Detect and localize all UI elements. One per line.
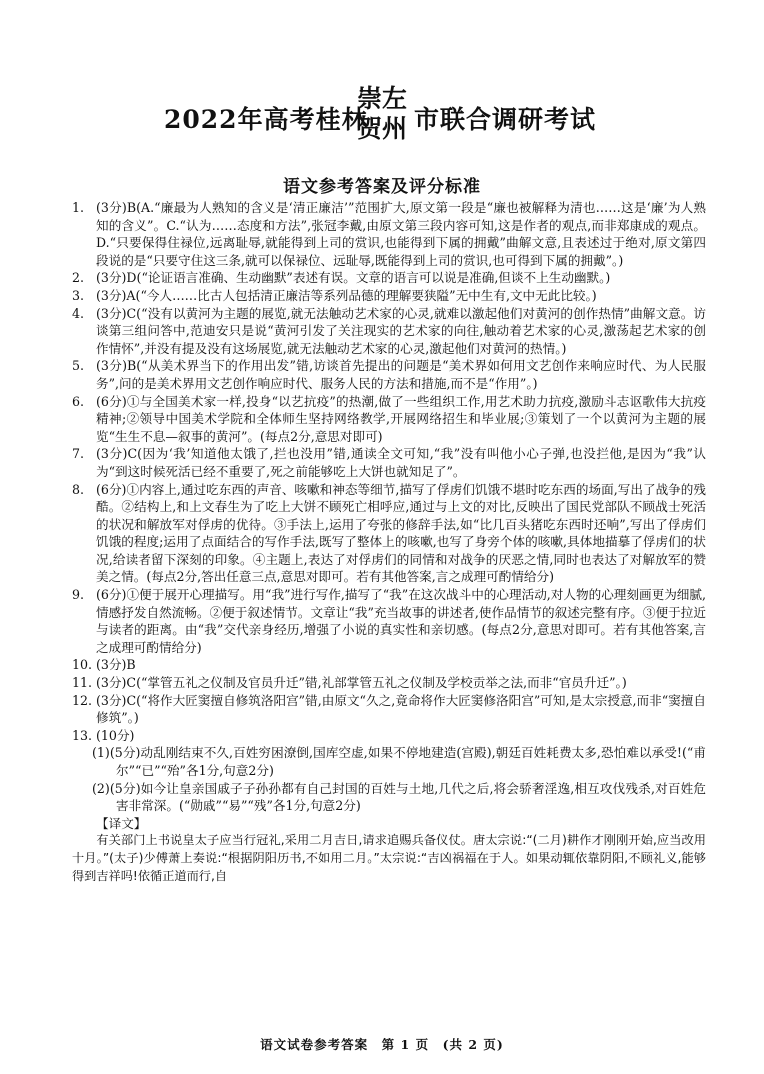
answer-text: (3分)B(A.“廉最为人熟知的含义是‘清正廉洁’”范围扩大,原文第一段是“廉也被解释为清也……这是‘廉’为人熟知的含义”。C.“认为……态度和方法”,张冠李戴,由原文第三段内容可知,这是作者的观点,而非郑康成的观点。D.“只要保得住禄位,远离耻辱,就能得到上司的赏识,也能得到下属的拥戴”曲解文意,且表述过于绝对,原文第四段说的是“只要守住这三条,就可以保禄位、远耻辱,既能得到上司的赏识,也可得到下属的拥戴”。) <box>96 200 706 268</box>
answer-number: 12. <box>72 692 93 708</box>
exam-title-city-stack <box>352 84 412 144</box>
answer-item <box>72 656 706 674</box>
answer-number: 4. <box>72 305 85 321</box>
answer-text: (6分)①内容上,通过吃东西的声音、咳嗽和神态等细节,描写了俘虏们饥饿不堪时吃东西的场面,写出了战争的残酷。②结构上,和上文春生为了吃上大饼不顾死亡相呼应,通过与上文的对比,反映出了国民党部队不顾战士死活的状况和解放军对俘虏的优待。③手法上,运用了夸张的修辞手法,如“比几百头猪吃东西时还响”,写出了俘虏们饥饿的程度;运用了点面结合的写作手法,既写了整体上的咳嗽,也写了身旁个体的咳嗽,具体地描摹了俘虏们的状况,给读者留下深刻的印象。④主题上,表达了对俘虏们的同情和对战争的厌恶之情,同时也表达了对解放军的赞美之情。(每点2分,答出任意三点,意思对即可。若有其他答案,言之成理可酌情给分) <box>96 481 706 585</box>
answer-item <box>72 586 706 656</box>
answer-number: 7. <box>72 446 85 462</box>
page-subtitle: 语文参考答案及评分标准 <box>283 177 481 197</box>
answer-text: (10分) <box>96 727 135 743</box>
answer-item <box>72 199 706 269</box>
answer-number: 9. <box>72 587 85 603</box>
answer-number: 10. <box>72 657 93 673</box>
answer-item <box>72 674 706 692</box>
translation-label: 【译文】 <box>96 815 147 831</box>
q13-sub-answer-1: (1)(5分)动乱刚结束不久,百姓穷困潦倒,国库空虚,如果不停地建造(宫殿),朝廷百姓耗费太多,恐怕难以承受!(“甫尔”“已”“殆”各1分,句意2分) <box>92 745 706 778</box>
answer-number: 2. <box>72 270 85 286</box>
answer-text: (6分)①便于展开心理描写。用“我”进行写作,描写了“我”在这次战斗中的心理活动,对人物的心理刻画更为细腻,情感抒发自然流畅。②便于叙述情节。文章让“我”充当故事的讲述者,使作品情节的叙述完整有序。③便于拉近与读者的距离。由“我”交代亲身经历,增强了小说的真实性和亲切感。(每点2分,意思对即可。若有其他答案,言之成理可酌情给分) <box>96 587 706 655</box>
page-footer: 语文试卷参考答案 第 1 页 (共 2 页) <box>260 1037 504 1052</box>
answer-item <box>72 692 706 727</box>
answer-number: 5. <box>72 358 85 374</box>
exam-title-city-bottom: 贺州 <box>356 114 407 143</box>
answer-text: (3分)D(“论证语言准确、生动幽默”表述有误。文章的语言可以说是准确,但谈不上生动幽默。) <box>96 270 611 286</box>
answer-number: 13. <box>72 727 93 743</box>
answer-text: (3分)B(“从美术界当下的作用出发”错,访谈首先提出的问题是“美术界如何用文艺创作来响应时代、为人民服务”,问的是美术界用文艺创作响应时代、服务人民的方法和措施,而不是“作用”。) <box>96 358 706 391</box>
answer-text: (3分)C(“掌管五礼之仪制及官员升迁”错,礼部掌管五礼之仪制及学校贡举之法,而非“官员升迁”。) <box>96 675 627 691</box>
answer-item <box>72 445 706 480</box>
answer-text: (3分)C(“将作大匠窦擅自修筑洛阳宫”错,由原文“久之,竟命将作大匠窦修洛阳宫”可知,是太宗授意,而非“窦擅自修筑”。) <box>96 692 706 726</box>
answer-text: (3分)A(“今人……比古人包括清正廉洁等系列品德的理解要狭隘”无中生有,文中无此比较。) <box>96 287 597 303</box>
answer-list <box>72 199 706 885</box>
q13-sub-answer-2: (2)(5分)如今让皇亲国戚子子孙孙都有自己封国的百姓与土地,几代之后,将会骄奢淫逸,相互攻伐残杀,对百姓危害非常深。(“勋戚”“易”“残”各1分,句意2分) <box>92 780 706 814</box>
answer-text: (6分)①与全国美术家一样,投身“以艺抗疫”的热潮,做了一些组织工作,用艺术助力抗疫,激励斗志讴歌伟大抗疫精神;②领导中国美术学院和全体师生坚持网络教学,开展网络招生和毕业展;③策划了一个以黄河为主题的展览“生生不息—叙事的黄河”。(每点2分,意思对即可) <box>96 393 706 444</box>
answer-number: 1. <box>72 200 85 215</box>
answer-number: 8. <box>72 481 85 497</box>
answer-text: (3分)B <box>96 657 136 673</box>
answer-item <box>72 727 706 745</box>
exam-title-city-top: 崇左 <box>356 84 407 113</box>
answer-item <box>72 305 706 358</box>
exam-title-right: 市联合调研考试 <box>414 105 597 134</box>
answer-number: 6. <box>72 393 85 409</box>
answer-item <box>72 357 706 392</box>
answer-number: 11. <box>72 675 93 691</box>
answer-item <box>72 481 706 587</box>
exam-title <box>0 84 764 146</box>
answer-item <box>72 393 706 446</box>
exam-title-left: 2022年高考桂林 <box>164 105 368 134</box>
answer-text: (3分)C(“没有以黄河为主题的展览,就无法触动艺术家的心灵,就难以激起他们对黄河的创作热情”曲解文意。访谈第三组问答中,范迪安只是说“黄河引发了关注现实的艺术家的向往,触动着艺术家的心灵,激荡起艺术家的创作情怀”,并没有提及没有这场展览,就无法触动艺术家的心灵,激起他们对黄河的热情。) <box>96 305 706 356</box>
answer-item <box>72 287 706 305</box>
answer-item <box>72 269 706 287</box>
answer-number: 3. <box>72 287 85 303</box>
translation-text: 有关部门上书说皇太子应当行冠礼,采用二月吉日,请求追赐兵备仪仗。唐太宗说:“(二月)耕作才刚刚开始,应当改用十月。”(太子)少傅萧上奏说:“根据阴阳历书,不如用二月。”太宗说:“吉凶祸福在于人。如果动辄依靠阴阳,不顾礼义,能够得到吉祥吗!依循正道而行,自 <box>72 833 706 883</box>
answer-text: (3分)C(因为‘我’知道他太饿了,拦也没用”错,通读全文可知,“我”没有叫他小心子弹,也没拦他,是因为“我”认为“到这时候死活已经不重要了,死之前能够吃上大饼也就知足了”。 <box>96 446 706 479</box>
